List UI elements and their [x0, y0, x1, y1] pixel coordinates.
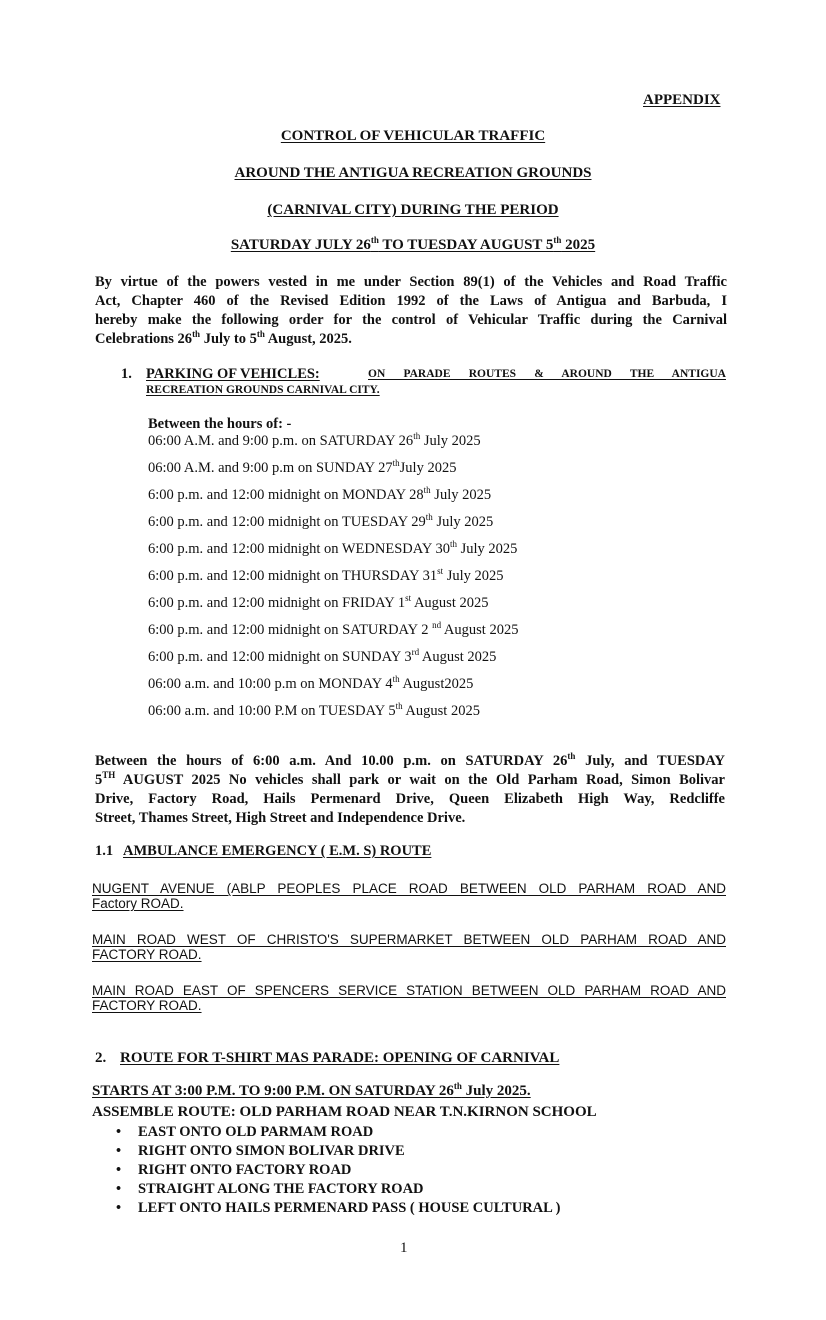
- section1-1-number: 1.1: [95, 843, 114, 859]
- time-row: 06:00 a.m. and 10:00 P.M on TUESDAY 5th August 2025: [148, 701, 480, 719]
- no-parking-line-3: Drive, Factory Road, Hails Permenard Drive, Queen Elizabeth High Way, Redcliffe: [95, 791, 725, 807]
- title-line-3: (CARNIVAL CITY) DURING THE PERIOD: [267, 202, 559, 218]
- time-row: 6:00 p.m. and 12:00 midnight on MONDAY 28th July 2025: [148, 485, 492, 503]
- between-hours-label: Between the hours of: -: [148, 416, 292, 432]
- intro-line-3: hereby make the following order for the control of Vehicular Traffic during the Carnival: [95, 312, 727, 328]
- bullet-icon: •: [116, 1143, 122, 1159]
- section2-heading: ROUTE FOR T-SHIRT MAS PARADE: OPENING OF CARNIVAL: [120, 1050, 560, 1066]
- list-item: • STRAIGHT ALONG THE FACTORY ROAD: [116, 1181, 424, 1197]
- ems-route-line: Factory ROAD.: [92, 896, 184, 911]
- no-parking-line-4: Street, Thames Street, High Street and Independence Drive.: [95, 810, 466, 826]
- section1-heading: PARKING OF VEHICLES:: [146, 366, 320, 382]
- time-row: 06:00 a.m. and 10:00 p.m on MONDAY 4th August2025: [148, 674, 474, 692]
- ems-route-1: [92, 881, 726, 911]
- time-row: 06:00 A.M. and 9:00 p.m. on SATURDAY 26th July 2025: [148, 431, 481, 449]
- ems-route-line: FACTORY ROAD.: [92, 947, 202, 962]
- no-parking-line-1: Between the hours of 6:00 a.m. And 10.00 p.m. on SATURDAY 26th July, and TUESDAY: [95, 751, 725, 769]
- page-number: 1: [400, 1240, 408, 1256]
- time-row: 6:00 p.m. and 12:00 midnight on WEDNESDAY 30th July 2025: [148, 539, 518, 557]
- bullet-icon: •: [116, 1124, 122, 1140]
- intro-line-2: Act, Chapter 460 of the Revised Edition 1992 of the Laws of Antigua and Barbuda, I: [95, 293, 727, 309]
- section1-number: 1.: [121, 366, 132, 382]
- section1-subheading-2: RECREATION GROUNDS CARNIVAL CITY.: [146, 384, 380, 396]
- bullet-icon: •: [116, 1181, 122, 1197]
- appendix-label: APPENDIX: [643, 92, 721, 108]
- section2-starts: STARTS AT 3:00 P.M. TO 9:00 P.M. ON SATURDAY 26th July 2025.: [92, 1081, 531, 1099]
- intro-paragraph: [95, 273, 727, 349]
- time-row: 6:00 p.m. and 12:00 midnight on SATURDAY 2 $^{nd}$ August 2025: [148, 620, 519, 638]
- bullet-icon: •: [116, 1200, 122, 1216]
- time-row: 6:00 p.m. and 12:00 midnight on THURSDAY 31st July 2025: [148, 566, 504, 584]
- time-row: 6:00 p.m. and 12:00 midnight on TUESDAY 29th July 2025: [148, 512, 494, 530]
- section1-subheading-1: ON PARADE ROUTES & AROUND THE ANTIGUA: [368, 368, 726, 380]
- no-parking-line-2: 5TH AUGUST 2025 No vehicles shall park or wait on the Old Parham Road, Simon Bolivar: [95, 770, 725, 788]
- ems-route-line: MAIN ROAD EAST OF SPENCERS SERVICE STATION BETWEEN OLD PARHAM ROAD AND: [92, 983, 726, 998]
- list-item: • LEFT ONTO HAILS PERMENARD PASS ( HOUSE CULTURAL ): [116, 1200, 561, 1216]
- section1-1-heading: AMBULANCE EMERGENCY ( E.M. S) ROUTE: [123, 843, 432, 859]
- intro-line-1: By virtue of the powers vested in me under Section 89(1) of the Vehicles and Road Traffic: [95, 274, 727, 290]
- time-row: 06:00 A.M. and 9:00 p.m on SUNDAY 27thJuly 2025: [148, 458, 457, 476]
- list-item: • RIGHT ONTO SIMON BOLIVAR DRIVE: [116, 1143, 405, 1159]
- intro-line-4: Celebrations 26th July to 5th August, 2025.: [95, 329, 352, 347]
- time-row: 6:00 p.m. and 12:00 midnight on FRIDAY 1st August 2025: [148, 593, 489, 611]
- ems-route-line: MAIN ROAD WEST OF CHRISTO'S SUPERMARKET BETWEEN OLD PARHAM ROAD AND: [92, 932, 726, 947]
- bullet-icon: •: [116, 1162, 122, 1178]
- title-line-2: AROUND THE ANTIGUA RECREATION GROUNDS: [234, 165, 592, 181]
- no-parking-paragraph: [95, 752, 725, 828]
- ems-route-3: [92, 983, 726, 1013]
- ems-route-line: FACTORY ROAD.: [92, 998, 202, 1013]
- title-period: SATURDAY JULY 26th TO TUESDAY AUGUST 5th 2025: [230, 235, 596, 253]
- title-line-1: CONTROL OF VEHICULAR TRAFFIC: [280, 128, 546, 144]
- ems-route-2: [92, 932, 726, 962]
- section2-assemble: ASSEMBLE ROUTE: OLD PARHAM ROAD NEAR T.N.KIRNON SCHOOL: [92, 1104, 597, 1120]
- section2-number: 2.: [95, 1050, 107, 1066]
- list-item: • RIGHT ONTO FACTORY ROAD: [116, 1162, 352, 1178]
- list-item: • EAST ONTO OLD PARMAM ROAD: [116, 1124, 374, 1140]
- time-row: 6:00 p.m. and 12:00 midnight on SUNDAY 3rd August 2025: [148, 647, 497, 665]
- ems-route-line: NUGENT AVENUE (ABLP PEOPLES PLACE ROAD BETWEEN OLD PARHAM ROAD AND: [92, 881, 726, 896]
